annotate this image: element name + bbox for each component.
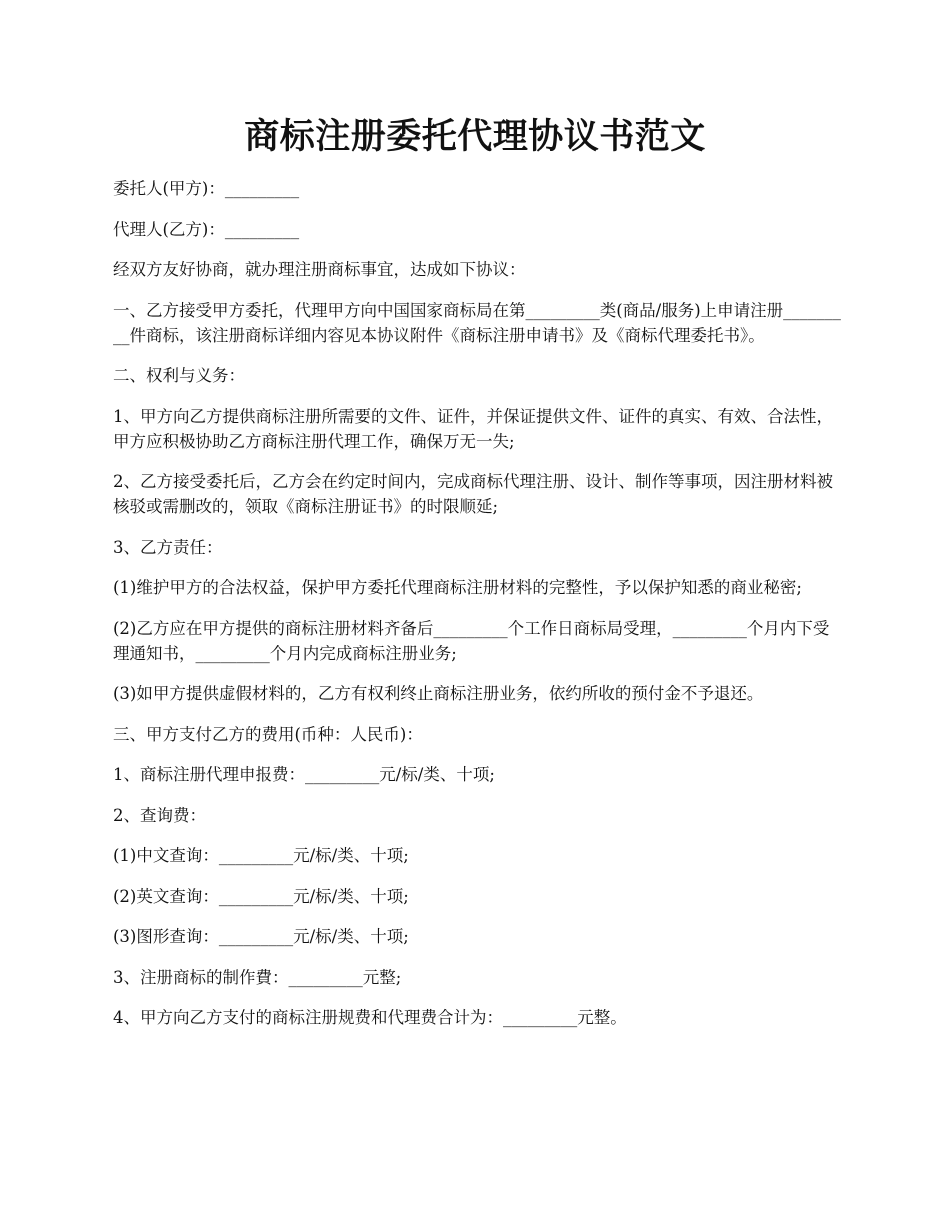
paragraph-clause-1: 一、乙方接受甲方委托，代理甲方向中国国家商标局在第_________类(商品/服务)上申请注册_________件商标，该注册商标详细内容见本协议附件《商标注册申请书》及《商标代理委托书》。 xyxy=(113,300,841,345)
paragraph-3-2-2: (2)英文查询：_________元/标/类、十项; xyxy=(113,886,409,906)
paragraph-2-3-heading: 3、乙方责任： xyxy=(113,537,223,557)
paragraph-3-2-heading: 2、查询费： xyxy=(113,805,206,825)
paragraph-3-3: 3、注册商标的制作費：_________元整; xyxy=(113,967,402,987)
paragraph-2-3-3: (3)如甲方提供虚假材料的，乙方有权利终止商标注册业务，依约所收的预付金不予退还。 xyxy=(113,684,764,703)
paragraph-3-1: 1、商标注册代理申报费：_________元/标/类、十项; xyxy=(113,765,495,784)
paragraph-2-3-2: (2)乙方应在甲方提供的商标注册材料齐备后_________个工作日商标局受理，_________个月内下受理通知书，_________个月内完成商标注册业务; xyxy=(113,618,830,663)
document-title: 商标注册委托代理协议书范文 xyxy=(244,116,706,157)
paragraph-2-1: 1、甲方向乙方提供商标注册所需要的文件、证件，并保证提供文件、证件的真实、有效、合法性，甲方应积极协助乙方商标注册代理工作，确保万无一失; xyxy=(113,406,833,451)
document-body xyxy=(113,176,843,1046)
paragraph-intro: 经双方友好协商，就办理注册商标事宜，达成如下协议： xyxy=(113,260,526,279)
paragraph-section-2-heading: 二、权利与义务： xyxy=(113,366,245,385)
paragraph-2-3-1: (1)维护甲方的合法权益，保护甲方委托代理商标注册材料的完整性，予以保护知悉的商业秘密; xyxy=(113,578,802,597)
paragraph-3-4: 4、甲方向乙方支付的商标注册规费和代理费合计为：_________元整。 xyxy=(113,1008,627,1027)
paragraph-client: 委托人(甲方)：_________ xyxy=(113,179,300,198)
paragraph-2-2: 2、乙方接受委托后，乙方会在约定时间内，完成商标代理注册、设计、制作等事项，因注册材料被核驳或需删改的，领取《商标注册证书》的时限顺延; xyxy=(113,472,833,516)
paragraph-3-2-3: (3)图形查询：_________元/标/类、十项; xyxy=(113,927,409,946)
paragraph-section-3-heading: 三、甲方支付乙方的费用(币种：人民币)： xyxy=(113,724,423,744)
paragraph-agent: 代理人(乙方)：_________ xyxy=(113,219,300,239)
paragraph-3-2-1: (1)中文查询：_________元/标/类、十项; xyxy=(113,846,409,865)
